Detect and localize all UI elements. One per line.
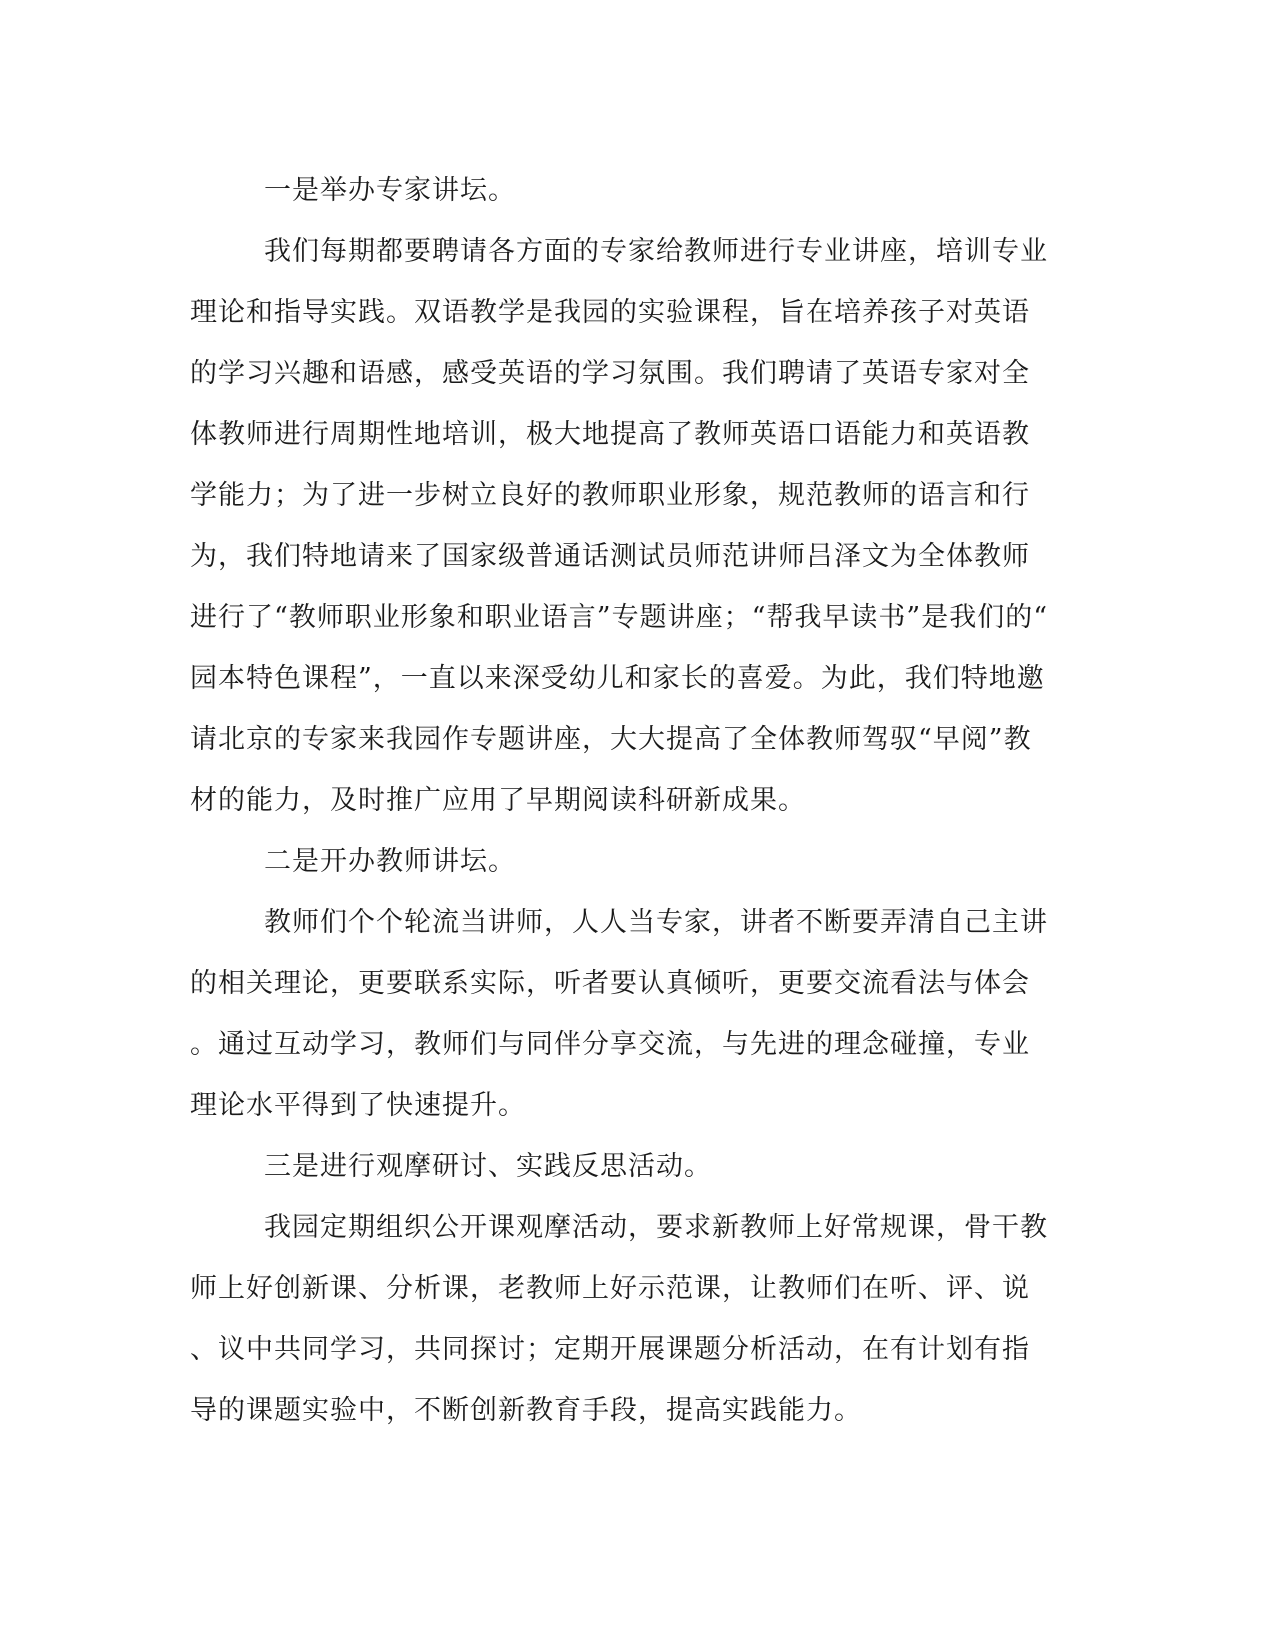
text-line: 二是开办教师讲坛。 <box>264 846 516 877</box>
text-line: 理论水平得到了快速提升。 <box>190 1090 526 1121</box>
document-body <box>190 160 1090 1441</box>
text-line: 、议中共同学习，共同探讨；定期开展课题分析活动，在有计划有指 <box>190 1334 1030 1365</box>
text-line: 。通过互动学习，教师们与同伴分享交流，与先进的理念碰撞，专业 <box>190 1029 1030 1060</box>
text-line: 的相关理论，更要联系实际，听者要认真倾听，更要交流看法与体会 <box>190 968 1030 999</box>
text-line: 进行了“教师职业形象和职业语言”专题讲座；“帮我早读书”是我们的“ <box>190 602 1049 633</box>
text-line: 学能力；为了进一步树立良好的教师职业形象，规范教师的语言和行 <box>190 480 1030 511</box>
text-line: 我们每期都要聘请各方面的专家给教师进行专业讲座，培训专业 <box>264 236 1048 267</box>
text-line: 理论和指导实践。双语教学是我园的实验课程，旨在培养孩子对英语 <box>190 297 1030 328</box>
text-line: 师上好创新课、分析课，老教师上好示范课，让教师们在听、评、说 <box>190 1273 1030 1304</box>
text-line: 的学习兴趣和语感，感受英语的学习氛围。我们聘请了英语专家对全 <box>190 358 1030 389</box>
text-line: 材的能力，及时推广应用了早期阅读科研新成果。 <box>190 785 806 816</box>
text-line: 我园定期组织公开课观摩活动，要求新教师上好常规课，骨干教 <box>264 1212 1048 1243</box>
text-line: 体教师进行周期性地培训，极大地提高了教师英语口语能力和英语教 <box>190 419 1030 450</box>
text-line: 一是举办专家讲坛。 <box>264 175 516 206</box>
text-line: 教师们个个轮流当讲师，人人当专家，讲者不断要弄清自己主讲 <box>264 907 1048 938</box>
text-line: 园本特色课程”，一直以来深受幼儿和家长的喜爱。为此，我们特地邀 <box>190 663 1045 694</box>
text-line: 三是进行观摩研讨、实践反思活动。 <box>264 1151 712 1182</box>
text-line: 导的课题实验中，不断创新教育手段，提高实践能力。 <box>190 1395 862 1426</box>
text-line: 请北京的专家来我园作专题讲座，大大提高了全体教师驾驭“早阅”教 <box>190 724 1032 755</box>
text-line: 为，我们特地请来了国家级普通话测试员师范讲师吕泽文为全体教师 <box>190 541 1030 572</box>
